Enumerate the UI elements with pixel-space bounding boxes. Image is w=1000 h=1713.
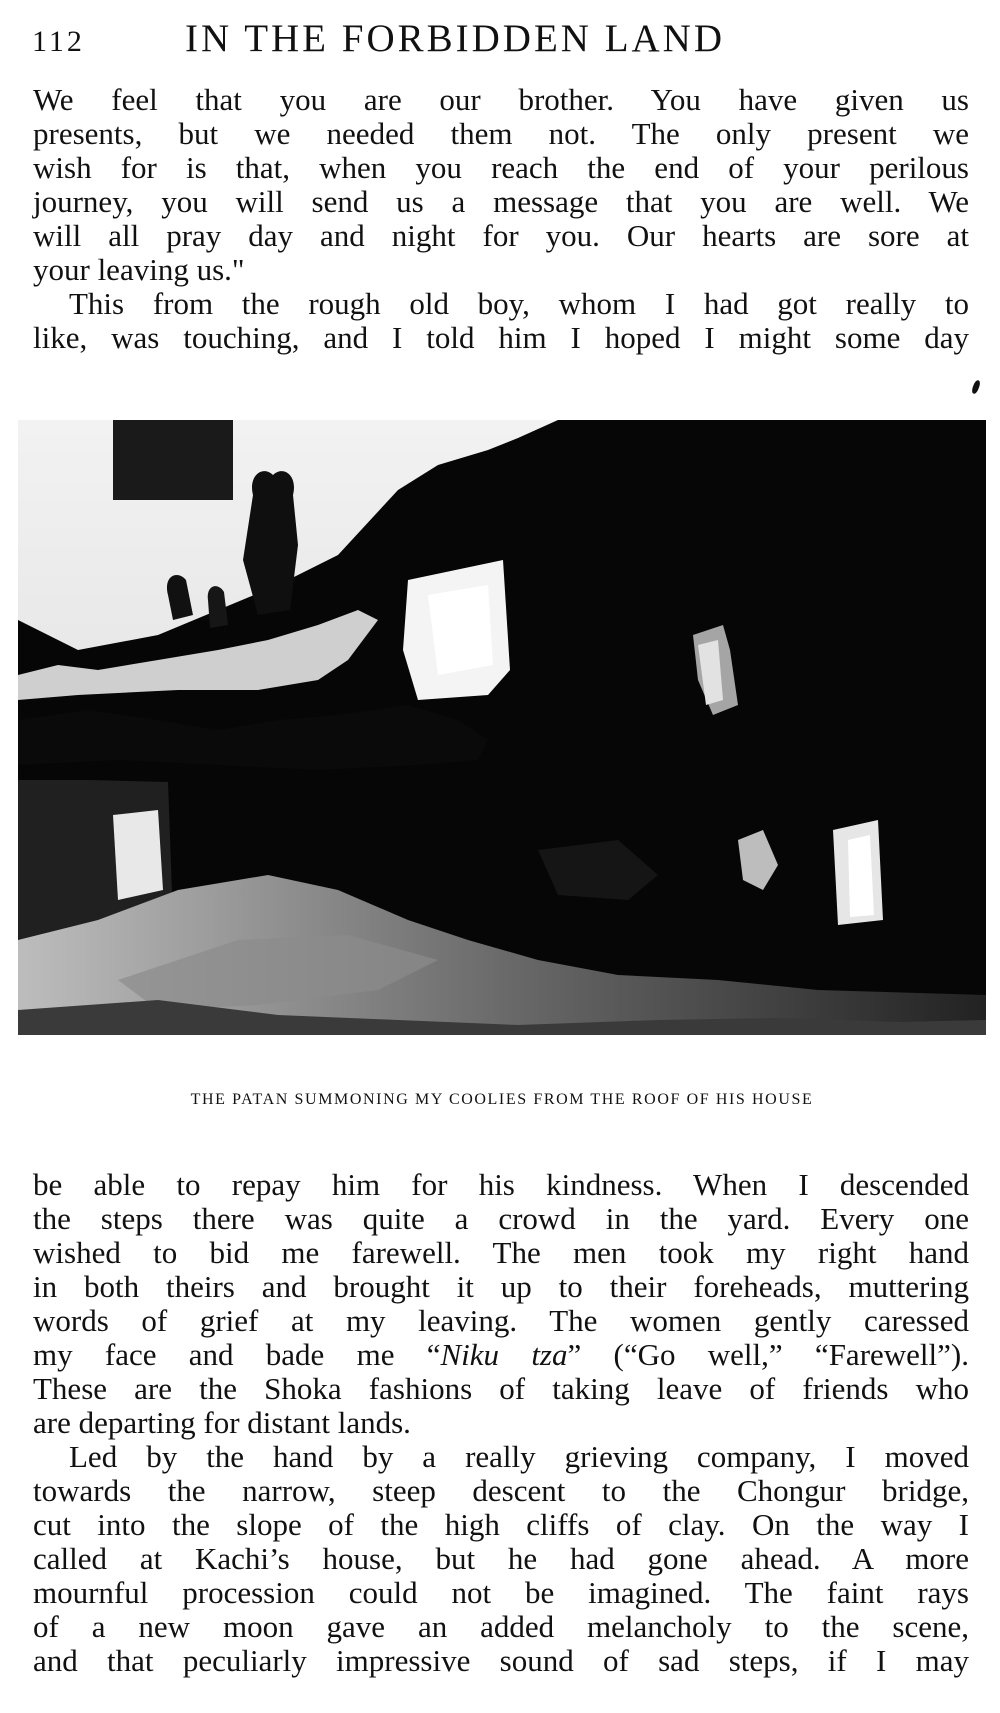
ink-speck	[971, 379, 981, 394]
top-paragraph-block	[33, 83, 969, 355]
text-line: in both theirs and brought it up to their foreheads, muttering	[33, 1269, 969, 1304]
bottom-paragraph-block	[33, 1168, 969, 1678]
text-line: These are the Shoka fashions of taking leave of friends who	[33, 1371, 969, 1406]
text-line: towards the narrow, steep descent to the Chongur bridge,	[33, 1473, 969, 1508]
text-line: This from the rough old boy, whom I had got really to	[69, 286, 969, 321]
text-line: called at Kachi’s house, but he had gone ahead. A more	[33, 1541, 969, 1576]
text-line: journey, you will send us a message that you are well. We	[33, 184, 969, 219]
text-line: of a new moon gave an added melancholy to the scene,	[33, 1609, 969, 1644]
text-line: words of grief at my leaving. The women gently caressed	[33, 1303, 969, 1338]
text-line: wish for is that, when you reach the end of your perilous	[33, 150, 969, 185]
photograph-plate	[18, 420, 986, 1035]
text-line: presents, but we needed them not. The only present we	[33, 116, 969, 151]
text-line: be able to repay him for his kindness. When I descended	[33, 1167, 969, 1202]
running-head	[30, 14, 960, 64]
photograph-night-house-scene	[18, 420, 986, 1035]
text-line: your leaving us."	[33, 252, 245, 287]
text-line: cut into the slope of the high cliffs of clay. On the way I	[33, 1507, 969, 1542]
page-number: 112	[32, 25, 85, 58]
text-line: wished to bid me farewell. The men took my right hand	[33, 1235, 969, 1270]
text-line: my face and bade me “Niku tza” (“Go well,” “Farewell”).	[33, 1337, 969, 1372]
text-line: like, was touching, and I told him I hoped I might some day	[33, 320, 969, 355]
text-line: the steps there was quite a crowd in the yard. Every one	[33, 1201, 969, 1236]
text-line: mournful procession could not be imagined. The faint rays	[33, 1575, 969, 1610]
text-line: will all pray day and night for you. Our hearts are sore at	[33, 218, 969, 253]
italic-phrase: Niku tza	[440, 1337, 568, 1372]
text-line: We feel that you are our brother. You have given us	[33, 82, 969, 117]
text-line: and that peculiarly impressive sound of sad steps, if I may	[33, 1643, 969, 1678]
running-title: IN THE FORBIDDEN LAND	[185, 17, 726, 60]
text-line: Led by the hand by a really grieving company, I moved	[69, 1439, 969, 1474]
text-line: are departing for distant lands.	[33, 1405, 411, 1440]
plate-caption: THE PATAN SUMMONING MY COOLIES FROM THE ROOF OF HIS HOUSE	[190, 1091, 814, 1108]
